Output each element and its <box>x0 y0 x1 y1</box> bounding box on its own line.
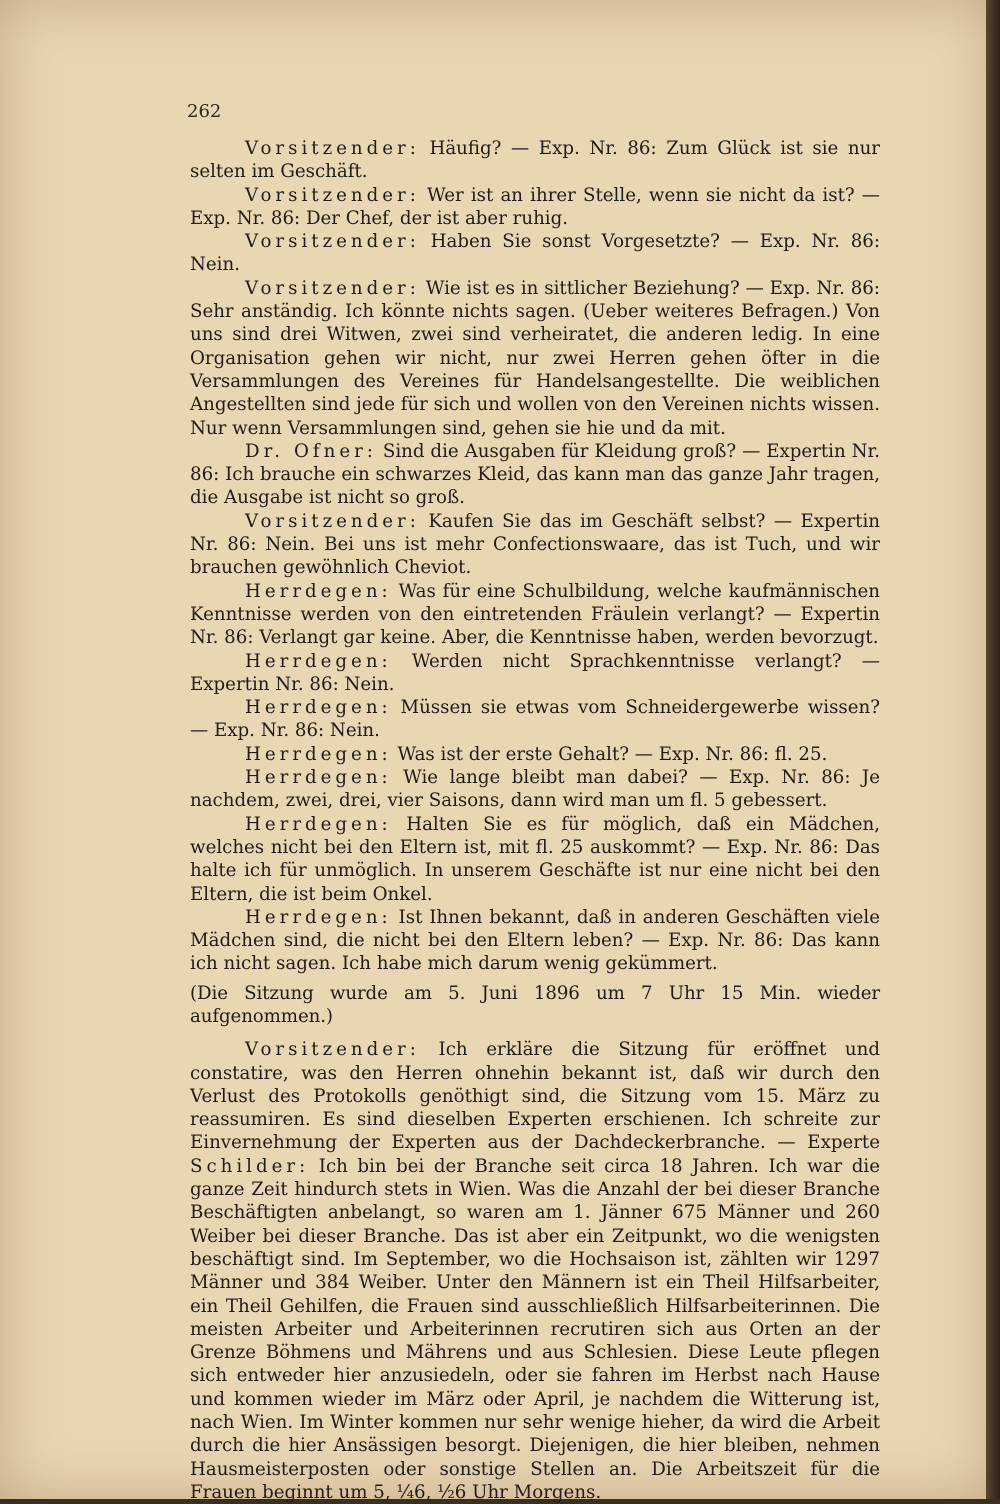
paragraph-text: Sind die Ausgaben für Kleidung groß? — Expertin Nr. 86: Ich brauche ein schwarzes Kleid, das kann man das ganze Jahr tragen, die Ausgabe ist nicht so groß. <box>190 440 881 509</box>
speaker-name: Schilder: <box>190 1155 310 1177</box>
speaker-name: Dr. Ofner: <box>245 440 377 462</box>
speaker-name: Vorsitzender: <box>245 184 420 206</box>
speaker-name: Herrdegen: <box>245 650 392 672</box>
paragraph <box>190 580 880 650</box>
paragraph-text: Ich erkläre die Sitzung für eröffnet und constatire, was den Herren ohnehin bekannt ist, daß wir durch den Verlust des Protokolls genöthigt sind, die Sitzung vom 15. März zu reassumiren. Es sind dieselben Experten erschienen. Ich schreite zur Einvernehmung der Experten aus der Dachdeckerbranche. — Experte <box>190 1039 880 1154</box>
paragraph <box>190 906 880 976</box>
paragraph-text: Halten Sie es für möglich, daß ein Mädchen, welches nicht bei den Eltern ist, mit fl. 25 auskommt? — Exp. Nr. 86: Das halte ich für unmöglich. In unserem Geschäfte ist nur eine nicht bei den Eltern, die ist beim Onkel. <box>190 813 880 905</box>
paragraph-text: Werden nicht Sprachkenntnisse verlangt? — Expertin Nr. 86: Nein. <box>190 650 880 695</box>
speaker-name: Vorsitzender: <box>245 510 420 532</box>
speaker-name: Vorsitzender: <box>245 138 420 159</box>
speaker-name: Herrdegen: <box>245 906 392 928</box>
speaker-name: Herrdegen: <box>245 767 392 789</box>
paragraph-text: Wer ist an ihrer Stelle, wenn sie nicht da ist? — Exp. Nr. 86: Der Chef, der ist aber ruhig. <box>190 184 880 229</box>
speaker-name: Herrdegen: <box>245 697 392 719</box>
paragraph-text: Häufig? — Exp. Nr. 86: Zum Glück ist sie nur selten im Geschäft. <box>190 138 880 183</box>
paragraph-text: Was ist der erste Gehalt? — Exp. Nr. 86: fl. 25. <box>391 743 828 765</box>
speaker-name: Vorsitzender: <box>245 277 420 299</box>
paragraph <box>190 1038 880 1504</box>
paragraph-text: Was für eine Schulbildung, welche kaufmännischen Kenntnisse werden von den eintretenden Fräulein verlangt? — Expertin Nr. 86: Verlangt gar keine. Aber, die Kenntnisse haben, werden bevorzugt. <box>190 580 880 649</box>
paragraph <box>190 440 880 510</box>
speaker-name: Herrdegen: <box>245 580 392 602</box>
body-text <box>190 137 880 1504</box>
paragraph-text: Haben Sie sonst Vorgesetzte? — Exp. Nr. 86: Nein. <box>190 231 880 276</box>
speaker-name: Vorsitzender: <box>245 231 420 253</box>
speaker-name: Herrdegen: <box>245 743 392 765</box>
page-number: 262 <box>187 101 222 122</box>
paragraph <box>190 650 880 697</box>
paragraph-text: Wie ist es in sittlicher Beziehung? — Exp. Nr. 86: Sehr anständig. Ich könnte nichts sagen. (Ueber weiteres Befragen.) Von uns sind drei Witwen, zwei sind verheiratet, die anderen ledig. In eine Organisation gehen wir nicht, nur zwei Herren gehen öfter in die Versammlungen des Vereines für Handelsangestellte. Die weiblichen Angestellten sind jede für sich und wollen von den Vereinen nichts wissen. Nur wenn Versammlungen sind, gehen sie hie und da mit. <box>190 277 881 439</box>
paragraph-text: Kaufen Sie das im Geschäft selbst? — Expertin Nr. 86: Nein. Bei uns ist mehr Confectionswaare, das ist Tuch, und wir brauchen gewöhnlich Cheviot. <box>190 510 880 579</box>
paragraph <box>190 277 880 440</box>
paragraph <box>190 766 880 813</box>
paragraph-text: Ist Ihnen bekannt, daß in anderen Geschäften viele Mädchen sind, die nicht bei den Eltern leben? — Exp. Nr. 86: Das kann ich nicht sagen. Ich habe mich darum wenig gekümmert. <box>190 906 880 975</box>
paragraph <box>190 743 880 766</box>
speaker-name: Vorsitzender: <box>245 1039 420 1061</box>
paragraph <box>190 137 880 184</box>
paragraph-text: Ich bin bei der Branche seit circa 18 Jahren. Ich war die ganze Zeit hindurch stets in Wien. Was die Anzahl der bei dieser Branche Beschäftigten anbelangt, so waren am 1. Jänner 675 Männer und 260 Weiber bei dieser Branche. Das ist aber ein Zeitpunkt, wo die wenigsten beschäftigt sind. Im September, wo die Hochsaison ist, zählten wir 1297 Männer und 384 Weiber. Unter den Männern ist ein Theil Hilfsarbeiter, ein Theil Gehilfen, die Frauen sind ausschließlich Hilfsarbeiterinnen. Die meisten Arbeiter und Arbeiterinnen recrutiren sich aus Orten an der Grenze Böhmens und Mährens und aus Schlesien. Diese Leute pflegen sich entweder hier anzusiedeln, oder sie fahren im Herbst nach Hause und kommen wieder im März oder April, je nachdem die Witterung ist, nach Wien. Im Winter kommen nur sehr wenige hieher, da wird die Arbeit durch die hier Ansässigen besorgt. Diejenigen, die hier bleiben, nehmen Hausmeisterposten oder sonstige Stellen an. Die Arbeitszeit für die Frauen beginnt um 5, ¼6, ½6 Uhr Morgens. <box>190 1155 880 1503</box>
book-spine-edge <box>986 0 1000 1499</box>
paragraph <box>190 510 880 580</box>
speaker-name: Herrdegen: <box>245 813 392 835</box>
paragraph <box>190 696 880 743</box>
paragraph-text: Wie lange bleibt man dabei? — Exp. Nr. 86: Je nachdem, zwei, drei, vier Saisons, dann wird man um fl. 5 gebessert. <box>190 767 880 812</box>
paragraph-text: Müssen sie etwas vom Schneidergewerbe wissen? — Exp. Nr. 86: Nein. <box>190 697 880 742</box>
paragraph <box>190 230 880 277</box>
session-notice: (Die Sitzung wurde am 5. Juni 1896 um 7 Uhr 15 Min. wieder aufgenommen.) <box>190 982 880 1027</box>
paragraph <box>190 184 880 231</box>
paragraph <box>190 813 880 906</box>
